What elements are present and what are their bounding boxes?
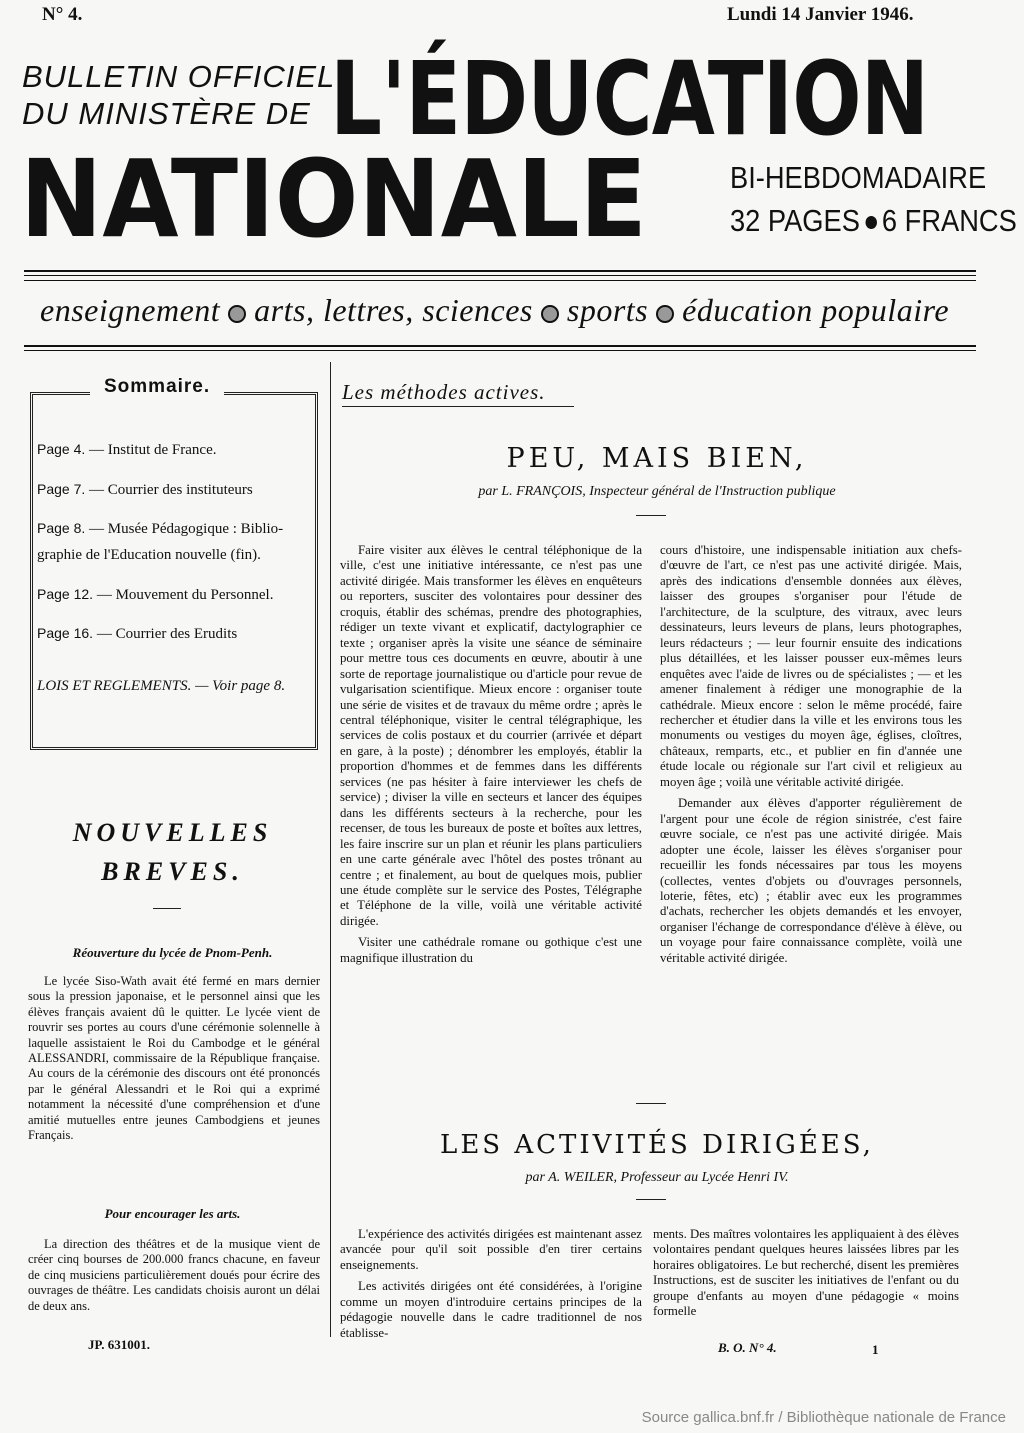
reference-code: JP. 631001. [88, 1337, 150, 1352]
news-item-title: Pour encourager les arts. [104, 1206, 241, 1221]
article-column [653, 1227, 959, 1326]
price: 6 FRANCS [881, 203, 1017, 238]
paragraph: Visiter une cathédrale romane ou gothique c'est une magnifique illustration du [340, 935, 642, 965]
sommaire-page: Page 4. [37, 441, 86, 457]
short-divider [636, 1103, 666, 1104]
article-column [340, 1227, 642, 1347]
sommaire-title: Sommaire. [90, 376, 224, 398]
paragraph: Les activités dirigées ont été considérées, à l'origine comme un moyen d'introduire certains principes de la pédagogie nouvelle dans le cadre traditionnel de nos établisse- [340, 1279, 642, 1340]
article-byline: par L. FRANÇOIS, Inspecteur général de l'Instruction publique [478, 484, 836, 499]
section-underline [342, 406, 574, 407]
circle-bullet-icon [656, 305, 674, 323]
sommaire-page: Page 7. [37, 481, 86, 497]
sommaire-text: — Courrier des Erudits [96, 626, 238, 642]
sommaire-page: Page 16. [37, 625, 94, 641]
sommaire-item [37, 436, 307, 463]
sommaire-item [37, 476, 307, 503]
tagline-item: arts, lettres, sciences [254, 292, 533, 328]
bulletin-line-2: DU MINISTÈRE DE [22, 96, 311, 131]
news-item-text: Le lycée Siso-Wath avait été fermé en mars dernier sous la pression japonaise, et le personnel ainsi que les élèves français avaient dû le quitter. Le lycée vient de rouvrir ses portes au cours d'une cérémonie solennelle à laquelle assistaient le Roi du Cambodge et le général ALESSANDRI, commissaire de la République française. Au cours de la cérémonie des discours ont été prononcés par le général Alessandri et le Roi qui a exprimé notamment la nécessité d'une compréhension et d'une amitié mutuelles entre jeunes Cambodgiens et jeunes Français. [28, 974, 320, 1143]
source-credit: Source gallica.bnf.fr / Bibliothèque nationale de France [641, 1409, 1006, 1426]
tagline-item: enseignement [40, 292, 221, 328]
paragraph: cours d'histoire, une indispensable initiation aux chefs-d'œuvre de l'art, ce n'est pas une activité dirigée. Mais, après des indications d'ensemble données aux élèves, laisser des groupes s'organiser pour l'étude de l'architecture, de la sculpture, des vitraux, avec leurs dessinateurs, leurs leveurs de plans, leurs photographes, leurs rédacteurs ; — leur fournir ensuite des indications plus détaillées, et les laisser pousser eux-mêmes leurs enquêtes avec l'aide de livres ou de spécialistes ; — et les amener finalement à rédiger une monographie de la cathédrale. Mieux encore : selon le même procédé, faire rechercher et étudier dans la ville et les environs tous les monuments ou vestiges du moyen âge, églises, cloîtres, châteaux, remparts, etc., et publier en fin d'année une étude locale ou régionale sur l'art civil et religieux au moyen âge ; voilà une véritable activité dirigée. [660, 543, 962, 789]
pages-price [730, 203, 1017, 239]
divider [24, 270, 976, 272]
sommaire-text: — Musée Pédagogique : Biblio-graphie de l'Education nouvelle (fin). [37, 521, 284, 563]
issue-number: N° 4. [42, 4, 83, 25]
paragraph: ments. Des maîtres volontaires les appliquaient à des élèves volontaires pendant quelques heures laissées libres par les horaires obligatoires. Le but recherché, disent les premières Instructions, est de susciter les initiatives de l'enfant ou du groupe d'enfants au moyen d'une pédagogie « moins formelle [653, 1227, 959, 1319]
sommaire-item [37, 581, 307, 608]
article-title: PEU, MAIS BIEN, [506, 443, 808, 474]
tagline-item: sports [566, 292, 649, 328]
divider [24, 350, 976, 351]
article-column [660, 543, 962, 972]
circle-bullet-icon [541, 305, 559, 323]
masthead-title-2: NATIONALE [20, 138, 647, 262]
short-divider [153, 908, 181, 909]
divider [24, 280, 976, 281]
sommaire-lois: LOIS ET REGLEMENTS. — Voir page 8. [37, 678, 286, 694]
sommaire-text: — Mouvement du Personnel. [96, 587, 274, 603]
nouvelles-title-2: BREVES. [101, 857, 244, 886]
short-divider [636, 1199, 666, 1200]
section-heading: Les méthodes actives. [342, 380, 546, 404]
circle-bullet-icon [228, 305, 246, 323]
paragraph: L'expérience des activités dirigées est maintenant assez avancée pour qu'il soit possible d'en tirer certains enseignements. [340, 1227, 642, 1272]
sommaire-page: Page 12. [37, 586, 94, 602]
paragraph: Faire visiter aux élèves le central téléphonique de la ville, c'est une initiative intéressante, ce n'est pas une activité dirigée. Mais transformer les élèves en enquêteurs ou reporters, susciter des volontaires pour dessiner des croquis, établir des schémas, prendre des photographies, rédiger un texte vivant et explicatif, dactylographier ce texte ; organiser après la visite une séance de séminaire pour mettre tous ces documents en œuvre, aboutir à une sorte de reportage journalistique ou d'article pour revue de vulgarisation scientifique. Mieux encore : organiser toute une série de visites et de travaux du même ordre ; après le central téléphonique, visiter le central télégraphique, les services de colis postaux et du courrier (arrivée et départ en gare, à la poste) ; dénombrer les employés, établir la proportion d'hommes et de femmes dans les différents services (ne pas hésiter à faire interviewer les chefs de service) ; diviser la ville en secteurs et lancer des équipes dans les différents secteurs à la recherche, pour les recenser, de tous les bureaux de poste et boîtes aux lettres, les faire inscrire sur un plan et réunir les plans particuliers en une carte générale avec l'hôtel des postes trônant au centre ; et finalement, au bout de quelques mois, publier une étude complète sur le service des Postes, Télégraphe et Téléphone de la ville, voilà une véritable activité dirigée. [340, 543, 642, 928]
article-byline: par A. WEILER, Professeur au Lycée Henri IV. [525, 1170, 789, 1185]
sommaire-page: Page 8. [37, 520, 86, 536]
page-number: 1 [872, 1342, 879, 1357]
masthead-title-1: L'ÉDUCATION [330, 40, 929, 159]
sommaire-text: — Institut de France. [89, 442, 217, 458]
tagline-item: éducation populaire [682, 292, 950, 328]
article-column [340, 543, 642, 972]
paragraph: Demander aux élèves d'apporter régulièrement de l'argent pour une école de région sinistrée, c'est faire œuvre sociale, ce n'est pas une activité dirigée. Mais adopter une école, laisser les élèves s'organiser pour recueillir les fonds nécessaires par tous les moyens (collectes, ventes d'objets ou d'ouvrages personnels, loterie, fêtes, etc) ; établir avec eux les programmes d'achats, rechercher les objets demandés et les envoyer, organiser l'échange de correspondance d'élève à élève, ou un voyage pour faire connaissance complète, voilà une véritable activité dirigée. [660, 796, 962, 965]
sommaire-item [37, 620, 307, 647]
page-count: 32 PAGES [730, 203, 860, 238]
sommaire-item [37, 515, 307, 568]
frequency: BI-HEBDOMADAIRE [730, 160, 987, 195]
issue-date: Lundi 14 Janvier 1946. [727, 4, 914, 25]
bullet-dot-icon [865, 216, 876, 229]
news-item-title: Réouverture du lycée de Pnom-Penh. [72, 945, 273, 960]
short-divider [636, 515, 666, 516]
nouvelles-title-1: NOUVELLES [72, 818, 273, 847]
tagline [40, 292, 970, 329]
article-title: LES ACTIVITÉS DIRIGÉES, [440, 1130, 874, 1160]
bulletin-label [22, 58, 336, 132]
divider [24, 345, 976, 347]
bulletin-number: B. O. N° 4. [718, 1340, 777, 1355]
news-item-text: La direction des théâtres et de la musique vient de créer cinq bourses de 200.000 francs chacune, en faveur de cinq musiciens particulièrement doués pour écrire des ouvrages de théâtre. Les candidats choisis auront un délai de deux ans. [28, 1237, 320, 1313]
bulletin-line-1: BULLETIN OFFICIEL [22, 59, 336, 94]
sommaire-text: — Courrier des instituteurs [89, 482, 253, 498]
column-divider [330, 362, 331, 1337]
divider [24, 275, 976, 276]
